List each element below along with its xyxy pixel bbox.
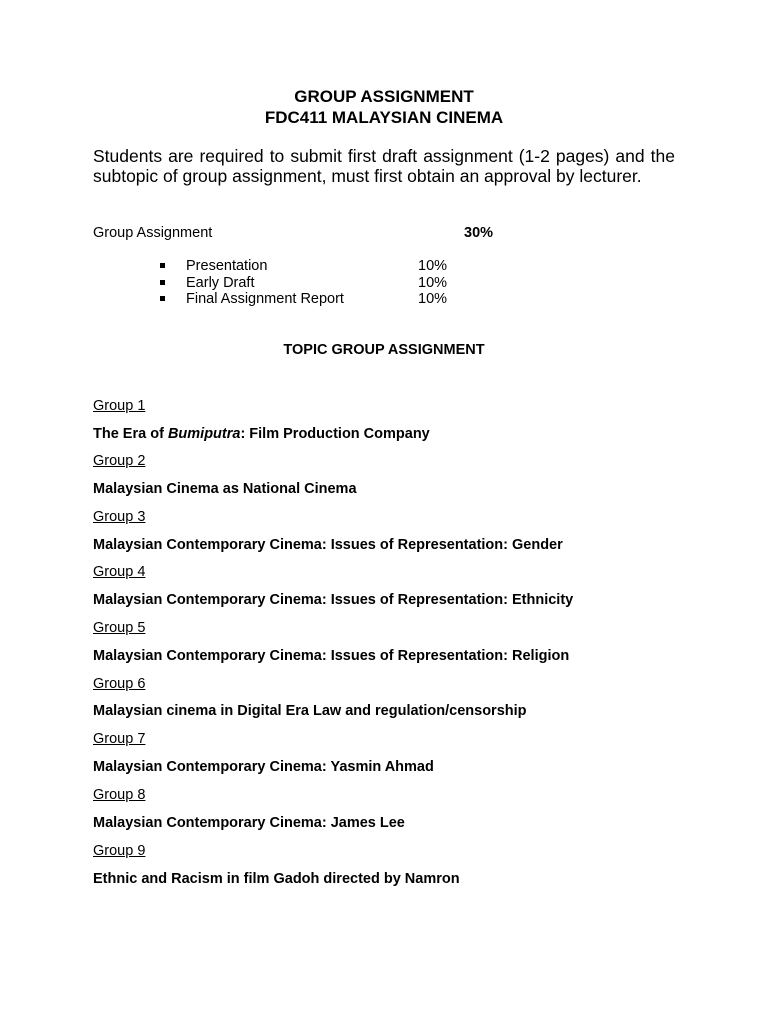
group-topic-5: Malaysian Contemporary Cinema: Issues of Representation: Religion bbox=[93, 648, 570, 664]
weighting-list bbox=[160, 258, 460, 308]
group-topic-9: Ethnic and Racism in film Gadoh directed by Namron bbox=[93, 871, 460, 887]
group-label-7: Group 7 bbox=[93, 731, 146, 747]
group-assignment-value: 30% bbox=[464, 225, 494, 241]
list-item bbox=[160, 275, 460, 292]
group-assignment-label: Group Assignment bbox=[93, 225, 213, 241]
group-topic-6: Malaysian cinema in Digital Era Law and regulation/censorship bbox=[93, 703, 527, 719]
square-bullet-icon bbox=[160, 263, 165, 268]
group-topic-1 bbox=[93, 426, 430, 442]
group-label-9: Group 9 bbox=[93, 843, 146, 859]
group-topic-7: Malaysian Contemporary Cinema: Yasmin Ahmad bbox=[93, 759, 434, 775]
list-item-label: Final Assignment Report bbox=[186, 291, 344, 307]
list-item bbox=[160, 291, 460, 308]
group-topic-1-prefix: The Era of bbox=[93, 426, 168, 442]
group-topic-1-italic: Bumiputra bbox=[167, 426, 241, 442]
group-label-8: Group 8 bbox=[93, 787, 146, 803]
group-label-4: Group 4 bbox=[93, 564, 146, 580]
list-item-label: Early Draft bbox=[186, 274, 255, 291]
group-label-6: Group 6 bbox=[93, 676, 146, 692]
square-bullet-icon bbox=[160, 296, 165, 301]
group-topic-2: Malaysian Cinema as National Cinema bbox=[93, 481, 357, 497]
list-item-percent: 10% bbox=[418, 274, 448, 291]
group-label-2: Group 2 bbox=[93, 453, 146, 469]
list-item-percent: 10% bbox=[418, 291, 448, 307]
group-label-1: Group 1 bbox=[93, 398, 146, 414]
list-item-percent: 10% bbox=[418, 258, 448, 274]
group-label-3: Group 3 bbox=[93, 509, 146, 525]
group-topic-3: Malaysian Contemporary Cinema: Issues of Representation: Gender bbox=[93, 537, 563, 553]
group-topic-4: Malaysian Contemporary Cinema: Issues of Representation: Ethnicity bbox=[93, 592, 574, 608]
group-topic-1-suffix: : Film Production Company bbox=[240, 426, 430, 442]
title-line-2: FDC411 MALAYSIAN CINEMA bbox=[264, 108, 504, 127]
list-item-label: Presentation bbox=[186, 258, 268, 274]
intro-paragraph: Students are required to submit first draft assignment (1-2 pages) and the subtopic of group assignment, must first obtain an approval by lecturer. bbox=[93, 146, 675, 186]
list-item bbox=[160, 258, 460, 275]
title-line-1: GROUP ASSIGNMENT bbox=[294, 87, 474, 106]
topic-heading: TOPIC GROUP ASSIGNMENT bbox=[283, 342, 485, 358]
group-topic-8: Malaysian Contemporary Cinema: James Lee bbox=[93, 815, 405, 831]
square-bullet-icon bbox=[160, 280, 165, 285]
group-label-5: Group 5 bbox=[93, 620, 146, 636]
